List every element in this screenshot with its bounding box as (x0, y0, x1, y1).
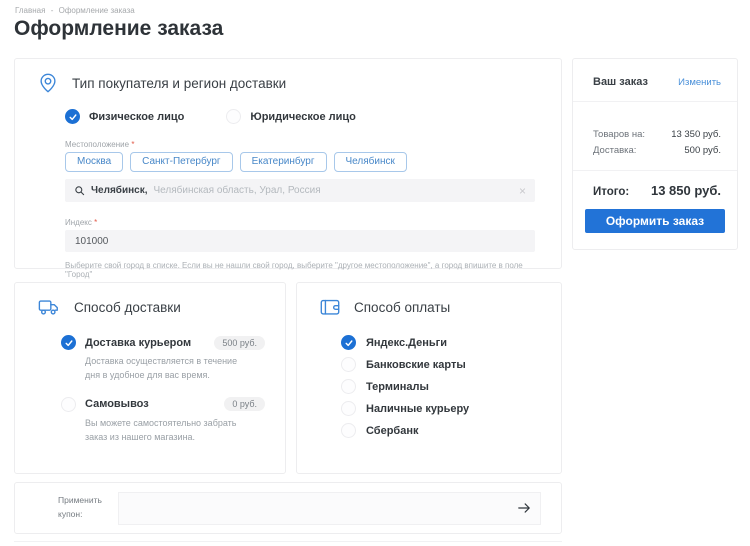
delivery-options (15, 318, 285, 445)
search-icon (74, 185, 85, 196)
radio-cards[interactable] (341, 357, 356, 372)
coupon-card (14, 482, 562, 534)
search-hint: Челябинская область, Урал, Россия (153, 185, 321, 196)
city-chip-ekb[interactable]: Екатеринбург (240, 152, 327, 172)
breadcrumb (15, 6, 138, 15)
edit-order-link[interactable]: Изменить (678, 76, 721, 88)
breadcrumb-separator: - (50, 6, 54, 15)
radio-terminals[interactable] (341, 379, 356, 394)
delivery-method-card (14, 282, 286, 474)
radio-individual[interactable] (65, 109, 80, 124)
summary-row-items: Товаров на: 13 350 руб. (593, 129, 721, 140)
city-chip-moscow[interactable]: Москва (65, 152, 123, 172)
buyer-type-individual-label: Физическое лицо (89, 110, 185, 123)
location-label: Местоположение * (65, 140, 135, 149)
apply-coupon-button[interactable] (516, 501, 532, 515)
payment-option-cards[interactable]: Банковские карты (341, 357, 541, 372)
radio-pickup[interactable] (61, 397, 76, 412)
buyer-type-group (65, 109, 535, 124)
courier-label: Доставка курьером (85, 336, 192, 349)
payment-option-terminals[interactable]: Терминалы (341, 379, 541, 394)
buyer-type-individual[interactable] (65, 109, 184, 124)
order-summary-title: Ваш заказ (593, 76, 648, 88)
coupon-input[interactable] (118, 492, 541, 525)
buyer-type-legal-label: Юридическое лицо (250, 110, 356, 123)
breadcrumb-current: Оформление заказа (58, 6, 135, 15)
pickup-price-badge: 0 руб. (224, 397, 265, 411)
next-section-divider (14, 541, 562, 542)
place-order-button[interactable]: Оформить заказ (585, 209, 725, 233)
wallet-icon (319, 296, 341, 318)
buyer-card-title: Тип покупателя и регион доставки (72, 75, 287, 91)
buyer-region-card (14, 58, 562, 279)
coupon-field-wrapper (118, 492, 541, 525)
delivery-card-title: Способ доставки (74, 299, 181, 315)
delivery-option-pickup[interactable] (61, 397, 265, 412)
radio-cash[interactable] (341, 401, 356, 416)
buyer-card-header (15, 59, 561, 94)
summary-total-row (573, 171, 737, 198)
breadcrumb-home[interactable]: Главная (15, 6, 46, 15)
city-chip-spb[interactable]: Санкт-Петербург (130, 152, 232, 172)
payment-card-title: Способ оплаты (354, 299, 451, 315)
pickup-description: Вы можете самостоятельно забрать заказ из нашего магазина. (85, 417, 237, 442)
summary-row-delivery: Доставка: 500 руб. (593, 144, 721, 156)
payment-option-cash[interactable]: Наличные курьеру (341, 401, 541, 416)
delivery-option-courier[interactable] (61, 335, 265, 350)
payment-option-sberbank[interactable]: Сбербанк (341, 423, 541, 438)
city-help-text: Выберите свой город в списке. Если вы не нашли свой город, выберите "другое местоположение", а город впишите в поле "Город" (65, 261, 523, 279)
total-value: 13 850 руб. (650, 183, 721, 199)
payment-method-card (296, 282, 562, 474)
clear-search-icon[interactable]: × (518, 183, 526, 198)
index-label: Индекс * (65, 218, 98, 227)
radio-yandex[interactable] (341, 335, 356, 350)
radio-courier[interactable] (61, 335, 76, 350)
radio-legal[interactable] (226, 109, 241, 124)
payment-option-yandex[interactable]: Яндекс.Деньги (341, 335, 541, 350)
required-asterisk: * (131, 140, 135, 149)
page-title: Оформление заказа (14, 17, 224, 40)
pickup-label: Самовывоз (85, 398, 149, 411)
order-summary-header (573, 59, 737, 102)
order-summary-card (572, 58, 738, 250)
coupon-label: Применить купон: (58, 495, 102, 519)
city-search-input[interactable] (65, 179, 535, 202)
index-input[interactable] (65, 230, 535, 252)
required-asterisk: * (94, 218, 98, 227)
order-summary-rows (573, 102, 737, 158)
location-pin-icon (37, 72, 59, 94)
total-label: Итого: (593, 186, 630, 199)
payment-card-header (297, 283, 561, 318)
arrow-right-icon (516, 501, 532, 515)
delivery-truck-icon (37, 296, 61, 318)
city-chip-chelyabinsk[interactable]: Челябинск (334, 152, 407, 172)
courier-description: Доставка осуществляется в течение дня в удобное для вас время. (85, 356, 238, 380)
payment-options (297, 318, 561, 438)
buyer-type-legal[interactable] (226, 109, 356, 124)
search-value: Челябинск, (91, 185, 148, 196)
delivery-card-header (15, 283, 285, 318)
courier-price-badge: 500 руб. (214, 336, 265, 350)
radio-sberbank[interactable] (341, 423, 356, 438)
city-chip-list (65, 152, 535, 172)
